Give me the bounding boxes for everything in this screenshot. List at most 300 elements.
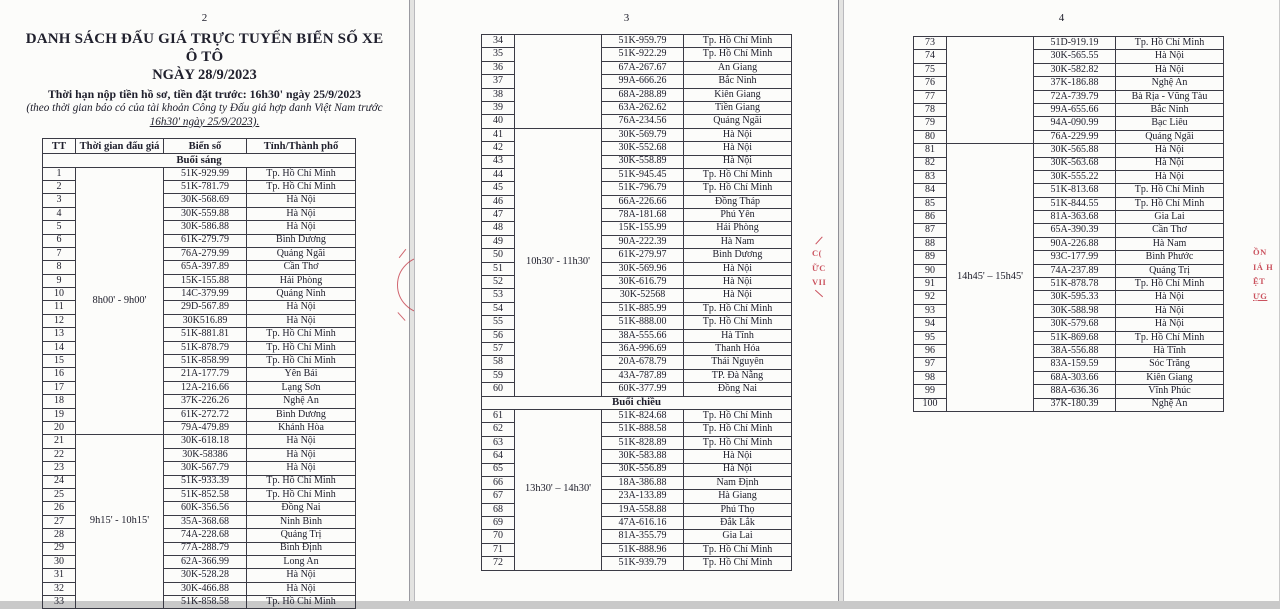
plate-number-cell: 66A-226.66 <box>602 195 684 208</box>
plate-number-cell: 15K-155.99 <box>602 222 684 235</box>
seal-dash-icon <box>815 236 822 244</box>
plate-number-cell: 30K-558.89 <box>602 155 684 168</box>
tt-cell: 29 <box>43 542 76 555</box>
tt-cell: 34 <box>482 35 515 48</box>
plate-number-cell: 51K-888.96 <box>602 543 684 556</box>
plate-number-cell: 21A-177.79 <box>164 368 247 381</box>
plate-number-cell: 74A-228.68 <box>164 529 247 542</box>
province-cell: Hà Nội <box>684 463 792 476</box>
plate-number-cell: 43A-787.89 <box>602 369 684 382</box>
plate-number-cell: 51K-852.58 <box>164 488 247 501</box>
page-2 <box>0 0 410 607</box>
plate-number-cell: 67A-267.67 <box>602 61 684 74</box>
plate-number-cell: 62A-366.99 <box>164 555 247 568</box>
plate-number-cell: 38A-556.88 <box>1034 344 1116 357</box>
auction-time-cell: 8h00' - 9h00' <box>76 167 164 435</box>
seal-text-fragment: ỰG <box>1253 290 1268 301</box>
tt-cell: 46 <box>482 195 515 208</box>
tt-cell: 26 <box>43 502 76 515</box>
plate-number-cell: 19A-558.88 <box>602 503 684 516</box>
province-cell: Hà Nội <box>684 155 792 168</box>
tt-cell: 10 <box>43 288 76 301</box>
plate-number-cell: 30K-556.89 <box>602 463 684 476</box>
plate-number-cell: 88A-636.36 <box>1034 385 1116 398</box>
tt-cell: 74 <box>914 50 947 63</box>
province-cell: Hà Nội <box>1116 157 1224 170</box>
plate-number-cell: 61K-279.79 <box>164 234 247 247</box>
tt-cell: 70 <box>482 530 515 543</box>
province-cell: Bà Rịa - Vũng Tàu <box>1116 90 1224 103</box>
tt-cell: 37 <box>482 75 515 88</box>
tt-cell: 53 <box>482 289 515 302</box>
table-row <box>914 144 1224 157</box>
tt-cell: 38 <box>482 88 515 101</box>
plate-number-cell: 30K-582.82 <box>1034 63 1116 76</box>
province-cell: Hà Nội <box>684 450 792 463</box>
province-cell: Hà Giang <box>684 490 792 503</box>
tt-cell: 67 <box>482 490 515 503</box>
province-cell: Hà Nội <box>247 448 356 461</box>
plate-number-cell: 65A-390.39 <box>1034 224 1116 237</box>
auction-table-page-3 <box>481 34 792 571</box>
plate-number-cell: 68A-288.89 <box>602 88 684 101</box>
plate-number-cell: 30K-528.28 <box>164 569 247 582</box>
seal-text-fragment: IÁ H <box>1253 261 1274 272</box>
tt-cell: 75 <box>914 63 947 76</box>
plate-number-cell: 30K-565.55 <box>1034 50 1116 63</box>
seal-dash-icon <box>399 249 407 258</box>
province-cell: Tp. Hồ Chí Minh <box>684 423 792 436</box>
tt-cell: 71 <box>482 543 515 556</box>
seal-text-fragment: ỒN <box>1253 247 1267 257</box>
auction-time-cell <box>515 35 602 129</box>
tt-cell: 15 <box>43 355 76 368</box>
tt-cell: 56 <box>482 329 515 342</box>
tt-cell: 7 <box>43 247 76 260</box>
tt-cell: 81 <box>914 144 947 157</box>
province-cell: Tp. Hồ Chí Minh <box>1116 37 1224 50</box>
province-cell: Hà Tĩnh <box>1116 344 1224 357</box>
plate-number-cell: 72A-739.79 <box>1034 90 1116 103</box>
province-cell: Cần Thơ <box>247 261 356 274</box>
province-cell: Lạng Sơn <box>247 381 356 394</box>
column-header-2: Biển số <box>164 139 247 154</box>
province-cell: Thanh Hóa <box>684 342 792 355</box>
tt-cell: 49 <box>482 235 515 248</box>
plate-number-cell: 30K-586.88 <box>164 221 247 234</box>
note-line-1: (theo thời gian báo có của tài khoản Công ty Đấu giá hợp danh Việt Nam trước <box>26 101 383 114</box>
plate-number-cell: 12A-216.66 <box>164 381 247 394</box>
plate-number-cell: 18A-386.88 <box>602 476 684 489</box>
plate-number-cell: 77A-288.79 <box>164 542 247 555</box>
plate-number-cell: 51K-781.79 <box>164 180 247 193</box>
province-cell: Tp. Hồ Chí Minh <box>684 35 792 48</box>
tt-cell: 30 <box>43 555 76 568</box>
tt-cell: 2 <box>43 180 76 193</box>
province-cell: Tp. Hồ Chí Minh <box>247 488 356 501</box>
tt-cell: 82 <box>914 157 947 170</box>
seal-text-fragment: C( <box>812 248 822 258</box>
province-cell: Hà Nội <box>1116 170 1224 183</box>
province-cell: Tp. Hồ Chí Minh <box>684 168 792 181</box>
plate-number-cell: 51K-828.89 <box>602 436 684 449</box>
auction-time-cell: 10h30' - 11h30' <box>515 128 602 396</box>
tt-cell: 89 <box>914 251 947 264</box>
tt-cell: 33 <box>43 596 76 609</box>
tt-cell: 47 <box>482 209 515 222</box>
province-cell: Hà Tĩnh <box>684 329 792 342</box>
page-3 <box>414 0 839 601</box>
plate-number-cell: 35A-368.68 <box>164 515 247 528</box>
plate-number-cell: 15K-155.88 <box>164 274 247 287</box>
tt-cell: 48 <box>482 222 515 235</box>
province-cell: Hà Nội <box>247 221 356 234</box>
plate-number-cell: 30K-579.68 <box>1034 318 1116 331</box>
province-cell: Tp. Hồ Chí Minh <box>1116 331 1224 344</box>
plate-number-cell: 90A-222.39 <box>602 235 684 248</box>
plate-number-cell: 60K-377.99 <box>602 383 684 396</box>
plate-number-cell: 30K-52568 <box>602 289 684 302</box>
tt-cell: 63 <box>482 436 515 449</box>
deposit-deadline: Thời hạn nộp tiền hồ sơ, tiền đặt trước: 16h30' ngày 25/9/2023 <box>47 87 362 102</box>
tt-cell: 19 <box>43 408 76 421</box>
plate-number-cell: 30K516.89 <box>164 314 247 327</box>
plate-number-cell: 51K-878.79 <box>164 341 247 354</box>
province-cell: Nghệ An <box>1116 398 1224 411</box>
tt-cell: 50 <box>482 249 515 262</box>
province-cell: Vĩnh Phúc <box>1116 385 1224 398</box>
tt-cell: 58 <box>482 356 515 369</box>
province-cell: Quảng Ninh <box>247 288 356 301</box>
plate-number-cell: 23A-133.89 <box>602 490 684 503</box>
province-cell: Quảng Ngãi <box>247 247 356 260</box>
plate-number-cell: 79A-479.89 <box>164 421 247 434</box>
province-cell: Phú Yên <box>684 209 792 222</box>
province-cell: Tp. Hồ Chí Minh <box>247 355 356 368</box>
plate-number-cell: 51K-922.29 <box>602 48 684 61</box>
table-row <box>43 435 356 448</box>
page-4 <box>843 0 1279 601</box>
document-title-block <box>0 24 409 129</box>
auction-time-cell <box>947 37 1034 144</box>
province-cell: Quảng Ngãi <box>684 115 792 128</box>
plate-number-cell: 30K-555.22 <box>1034 170 1116 183</box>
plate-number-cell: 38A-555.66 <box>602 329 684 342</box>
province-cell: Khánh Hòa <box>247 421 356 434</box>
province-cell: Tp. Hồ Chí Minh <box>684 302 792 315</box>
province-cell: Yên Bái <box>247 368 356 381</box>
plate-number-cell: 51K-939.79 <box>602 557 684 570</box>
province-cell: Phú Thọ <box>684 503 792 516</box>
province-cell: Hà Nam <box>684 235 792 248</box>
province-cell: Tp. Hồ Chí Minh <box>247 328 356 341</box>
tt-cell: 3 <box>43 194 76 207</box>
tt-cell: 68 <box>482 503 515 516</box>
page-number: 2 <box>201 12 208 24</box>
tt-cell: 42 <box>482 142 515 155</box>
tt-cell: 64 <box>482 450 515 463</box>
plate-number-cell: 36A-996.69 <box>602 342 684 355</box>
tt-cell: 59 <box>482 369 515 382</box>
province-cell: TP. Đà Nẵng <box>684 369 792 382</box>
tt-cell: 13 <box>43 328 76 341</box>
province-cell: Tp. Hồ Chí Minh <box>684 436 792 449</box>
tt-cell: 87 <box>914 224 947 237</box>
plate-number-cell: 51K-959.79 <box>602 35 684 48</box>
tt-cell: 57 <box>482 342 515 355</box>
plate-number-cell: 83A-159.59 <box>1034 358 1116 371</box>
document-title: DANH SÁCH ĐẤU GIÁ TRỰC TUYẾN BIỂN SỐ XE Ô TÔ <box>25 31 384 65</box>
plate-number-cell: 47A-616.16 <box>602 517 684 530</box>
province-cell: Tp. Hồ Chí Minh <box>684 48 792 61</box>
province-cell: Tp. Hồ Chí Minh <box>247 475 356 488</box>
plate-number-cell: 76A-234.56 <box>602 115 684 128</box>
province-cell: Ninh Bình <box>247 515 356 528</box>
province-cell: Quảng Trị <box>1116 264 1224 277</box>
province-cell: Tp. Hồ Chí Minh <box>684 316 792 329</box>
tt-cell: 22 <box>43 448 76 461</box>
tt-cell: 24 <box>43 475 76 488</box>
plate-number-cell: 30K-567.79 <box>164 462 247 475</box>
province-cell: Hà Nội <box>684 128 792 141</box>
tt-cell: 40 <box>482 115 515 128</box>
tt-cell: 31 <box>43 569 76 582</box>
province-cell: Gia Lai <box>1116 211 1224 224</box>
plate-number-cell: 51K-858.99 <box>164 355 247 368</box>
plate-number-cell: 30K-58386 <box>164 448 247 461</box>
province-cell: Đắk Lắk <box>684 517 792 530</box>
tt-cell: 18 <box>43 395 76 408</box>
seal-text-fragment: ỆT <box>1253 276 1266 286</box>
plate-number-cell: 74A-237.89 <box>1034 264 1116 277</box>
seal-text-fragment: VII <box>812 277 827 287</box>
plate-number-cell: 81A-355.79 <box>602 530 684 543</box>
tt-cell: 77 <box>914 90 947 103</box>
tt-cell: 80 <box>914 130 947 143</box>
province-cell: Kiên Giang <box>1116 371 1224 384</box>
province-cell: Hà Nội <box>247 435 356 448</box>
tt-cell: 69 <box>482 517 515 530</box>
province-cell: Tp. Hồ Chí Minh <box>684 182 792 195</box>
province-cell: Bạc Liêu <box>1116 117 1224 130</box>
red-seal-fragment-icon <box>1253 248 1279 306</box>
province-cell: Hà Nội <box>1116 144 1224 157</box>
tt-cell: 93 <box>914 304 947 317</box>
tt-cell: 1 <box>43 167 76 180</box>
tt-cell: 60 <box>482 383 515 396</box>
province-cell: Tiền Giang <box>684 101 792 114</box>
document-date: NGÀY 28/9/2023 <box>152 67 257 83</box>
province-cell: Hải Phòng <box>684 222 792 235</box>
plate-number-cell: 51K-945.45 <box>602 168 684 181</box>
province-cell: Tp. Hồ Chí Minh <box>684 409 792 422</box>
province-cell: Tp. Hồ Chí Minh <box>247 180 356 193</box>
tt-cell: 85 <box>914 197 947 210</box>
auction-time-cell: 13h30' – 14h30' <box>515 409 602 570</box>
tt-cell: 62 <box>482 423 515 436</box>
tt-cell: 4 <box>43 207 76 220</box>
tt-cell: 76 <box>914 77 947 90</box>
province-cell: Nghệ An <box>247 395 356 408</box>
province-cell: Tp. Hồ Chí Minh <box>247 341 356 354</box>
province-cell: Bình Dương <box>247 234 356 247</box>
province-cell: Bắc Ninh <box>1116 103 1224 116</box>
plate-number-cell: 61K-272.72 <box>164 408 247 421</box>
plate-number-cell: 51K-929.99 <box>164 167 247 180</box>
page-number: 4 <box>1058 12 1065 24</box>
plate-number-cell: 68A-303.66 <box>1034 371 1116 384</box>
province-cell: An Giang <box>684 61 792 74</box>
plate-number-cell: 51K-869.68 <box>1034 331 1116 344</box>
tt-cell: 17 <box>43 381 76 394</box>
province-cell: Đồng Tháp <box>684 195 792 208</box>
province-cell: Bình Dương <box>247 408 356 421</box>
plate-number-cell: 51K-878.78 <box>1034 278 1116 291</box>
province-cell: Hà Nội <box>247 301 356 314</box>
tt-cell: 83 <box>914 170 947 183</box>
plate-number-cell: 78A-181.68 <box>602 209 684 222</box>
tt-cell: 5 <box>43 221 76 234</box>
section-label: Buổi chiều <box>482 396 792 409</box>
plate-number-cell: 30K-583.88 <box>602 450 684 463</box>
tt-cell: 91 <box>914 278 947 291</box>
plate-number-cell: 51K-796.79 <box>602 182 684 195</box>
province-cell: Hà Nội <box>684 289 792 302</box>
tt-cell: 32 <box>43 582 76 595</box>
plate-number-cell: 51D-919.19 <box>1034 37 1116 50</box>
plate-number-cell: 90A-226.88 <box>1034 237 1116 250</box>
province-cell: Hà Nội <box>247 582 356 595</box>
province-cell: Quảng Ngãi <box>1116 130 1224 143</box>
tt-cell: 14 <box>43 341 76 354</box>
seal-text-fragment: ỮC <box>812 262 826 273</box>
plate-number-cell: 30K-559.88 <box>164 207 247 220</box>
plate-number-cell: 37K-186.88 <box>1034 77 1116 90</box>
tt-cell: 21 <box>43 435 76 448</box>
plate-number-cell: 51K-813.68 <box>1034 184 1116 197</box>
plate-number-cell: 14C-379.99 <box>164 288 247 301</box>
tt-cell: 61 <box>482 409 515 422</box>
plate-number-cell: 51K-888.58 <box>602 423 684 436</box>
plate-number-cell: 30K-565.88 <box>1034 144 1116 157</box>
province-cell: Cần Thơ <box>1116 224 1224 237</box>
tt-cell: 66 <box>482 476 515 489</box>
province-cell: Đồng Nai <box>247 502 356 515</box>
red-seal-fragment-icon <box>393 250 412 322</box>
plate-number-cell: 20A-678.79 <box>602 356 684 369</box>
province-cell: Nghệ An <box>1116 77 1224 90</box>
plate-number-cell: 60K-356.56 <box>164 502 247 515</box>
tt-cell: 65 <box>482 463 515 476</box>
province-cell: Hà Nam <box>1116 237 1224 250</box>
tt-cell: 84 <box>914 184 947 197</box>
plate-number-cell: 76A-279.99 <box>164 247 247 260</box>
plate-number-cell: 37K-226.26 <box>164 395 247 408</box>
column-header-0: TT <box>43 139 76 154</box>
plate-number-cell: 51K-885.99 <box>602 302 684 315</box>
plate-number-cell: 30K-552.68 <box>602 142 684 155</box>
province-cell: Tp. Hồ Chí Minh <box>247 596 356 609</box>
column-header-3: Tỉnh/Thành phố <box>247 139 356 154</box>
table-row <box>914 37 1224 50</box>
province-cell: Hà Nội <box>1116 63 1224 76</box>
plate-number-cell: 76A-229.99 <box>1034 130 1116 143</box>
page-number: 3 <box>623 12 630 24</box>
plate-number-cell: 81A-363.68 <box>1034 211 1116 224</box>
red-seal-fragment-icon <box>812 240 838 302</box>
plate-number-cell: 51K-858.58 <box>164 596 247 609</box>
plate-number-cell: 30K-588.98 <box>1034 304 1116 317</box>
province-cell: Hà Nội <box>1116 291 1224 304</box>
province-cell: Hà Nội <box>247 462 356 475</box>
province-cell: Đồng Nai <box>684 383 792 396</box>
tt-cell: 73 <box>914 37 947 50</box>
tt-cell: 55 <box>482 316 515 329</box>
table-row <box>482 35 792 48</box>
province-cell: Bắc Ninh <box>684 75 792 88</box>
plate-number-cell: 30K-563.68 <box>1034 157 1116 170</box>
plate-number-cell: 65A-397.89 <box>164 261 247 274</box>
province-cell: Long An <box>247 555 356 568</box>
tt-cell: 9 <box>43 274 76 287</box>
tt-cell: 44 <box>482 168 515 181</box>
tt-cell: 8 <box>43 261 76 274</box>
plate-number-cell: 37K-180.39 <box>1034 398 1116 411</box>
province-cell: Sóc Trăng <box>1116 358 1224 371</box>
province-cell: Gia Lai <box>684 530 792 543</box>
plate-number-cell: 29D-567.89 <box>164 301 247 314</box>
section-row <box>43 154 356 167</box>
section-row <box>482 396 792 409</box>
province-cell: Bình Định <box>247 542 356 555</box>
province-cell: Hà Nội <box>1116 318 1224 331</box>
plate-number-cell: 99A-655.66 <box>1034 103 1116 116</box>
plate-number-cell: 30K-568.69 <box>164 194 247 207</box>
province-cell: Tp. Hồ Chí Minh <box>1116 278 1224 291</box>
tt-cell: 20 <box>43 421 76 434</box>
plate-number-cell: 61K-279.97 <box>602 249 684 262</box>
tt-cell: 92 <box>914 291 947 304</box>
table-row <box>482 409 792 422</box>
tt-cell: 43 <box>482 155 515 168</box>
tt-cell: 36 <box>482 61 515 74</box>
province-cell: Bình Phước <box>1116 251 1224 264</box>
province-cell: Hà Nội <box>247 207 356 220</box>
province-cell: Hà Nội <box>1116 50 1224 63</box>
tt-cell: 78 <box>914 103 947 116</box>
plate-number-cell: 51K-881.81 <box>164 328 247 341</box>
plate-number-cell: 30K-618.18 <box>164 435 247 448</box>
tt-cell: 27 <box>43 515 76 528</box>
tt-cell: 39 <box>482 101 515 114</box>
province-cell: Nam Định <box>684 476 792 489</box>
auction-time-cell: 14h45' – 15h45' <box>947 144 1034 412</box>
table-row <box>482 128 792 141</box>
tt-cell: 96 <box>914 344 947 357</box>
tt-cell: 23 <box>43 462 76 475</box>
table-row <box>43 167 356 180</box>
province-cell: Thái Nguyên <box>684 356 792 369</box>
auction-table-page-2 <box>42 138 356 609</box>
tt-cell: 72 <box>482 557 515 570</box>
tt-cell: 95 <box>914 331 947 344</box>
section-label: Buổi sáng <box>43 154 356 167</box>
province-cell: Hà Nội <box>247 194 356 207</box>
province-cell: Quảng Trị <box>247 529 356 542</box>
tt-cell: 41 <box>482 128 515 141</box>
plate-number-cell: 51K-844.55 <box>1034 197 1116 210</box>
seal-dash-icon <box>397 312 405 321</box>
